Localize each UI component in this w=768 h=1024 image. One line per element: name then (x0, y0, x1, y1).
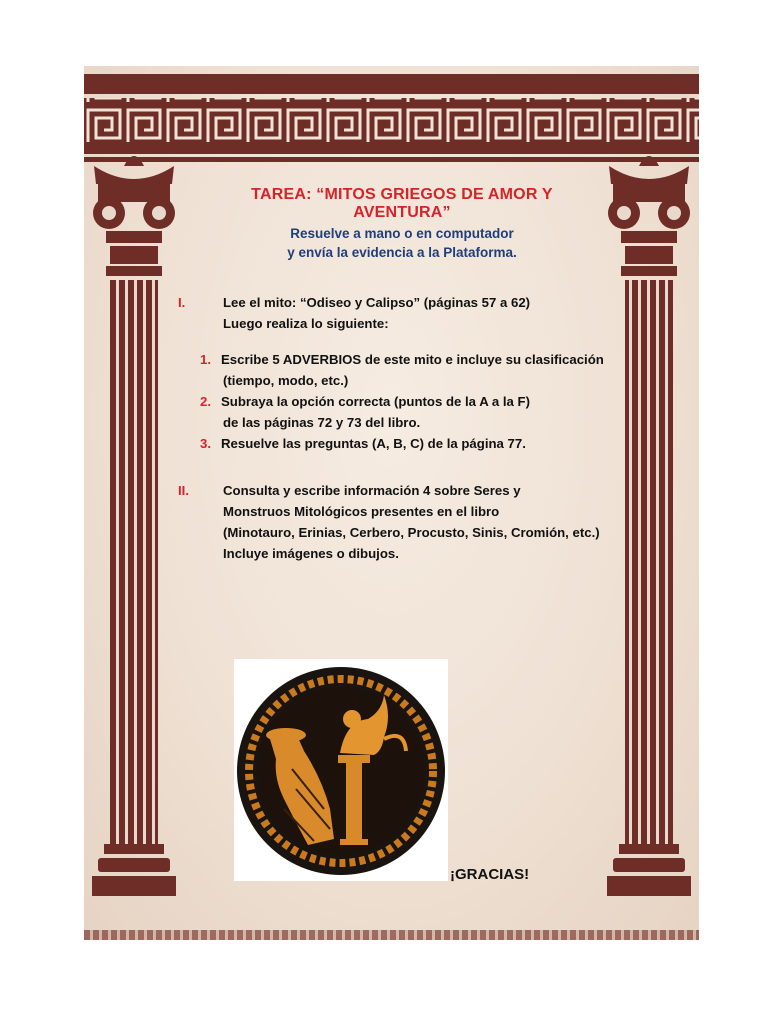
task-list (200, 349, 640, 454)
subtitle-line-2: y envía la evidencia a la Plataforma. (287, 245, 517, 260)
instructions-subtitle (202, 224, 602, 262)
list-item (200, 349, 640, 391)
section-2-line-2: Monstruos Mitológicos presentes en el libro (223, 504, 500, 519)
entablature-top (84, 74, 699, 94)
section-1-line-1: Lee el mito: “Odiseo y Calipso” (páginas 57 a 62) (223, 295, 531, 310)
page-title: TAREA: “MITOS GRIEGOS DE AMOR Y AVENTURA” (251, 186, 553, 221)
item-number: 3. (200, 436, 211, 451)
item-number: 2. (200, 394, 211, 409)
section-2-line-1: Consulta y escribe información 4 sobre Seres y (223, 483, 521, 498)
section-2-text (223, 480, 643, 564)
item-text: Subraya la opción correcta (puntos de la A a la F) (221, 394, 530, 409)
closing-text: ¡GRACIAS! (450, 866, 530, 883)
item-text: Escribe 5 ADVERBIOS de este mito e incluye su clasificación (221, 352, 604, 367)
meander-frieze (84, 98, 699, 146)
section-2-numeral: II. (178, 483, 189, 498)
item-text-cont: (tiempo, modo, etc.) (223, 373, 349, 388)
subtitle-line-1: Resuelve a mano o en computador (290, 226, 514, 241)
left-column (92, 156, 176, 896)
section-1-numeral: I. (178, 295, 186, 310)
item-text-cont: de las páginas 72 y 73 del libro. (223, 415, 421, 430)
list-item (200, 433, 640, 454)
list-item (200, 391, 640, 433)
parchment-sheet (84, 66, 699, 940)
section-1-text (223, 292, 623, 334)
section-2-line-4: Incluye imágenes o dibujos. (223, 546, 399, 561)
section-1-line-2: Luego realiza lo siguiente: (223, 316, 389, 331)
item-text: Resuelve las preguntas (A, B, C) de la página 77. (221, 436, 526, 451)
greek-kylix-image (234, 659, 448, 881)
section-2-line-3: (Minotauro, Erinias, Cerbero, Procusto, Sinis, Cromión, etc.) (223, 525, 600, 540)
item-number: 1. (200, 352, 211, 367)
